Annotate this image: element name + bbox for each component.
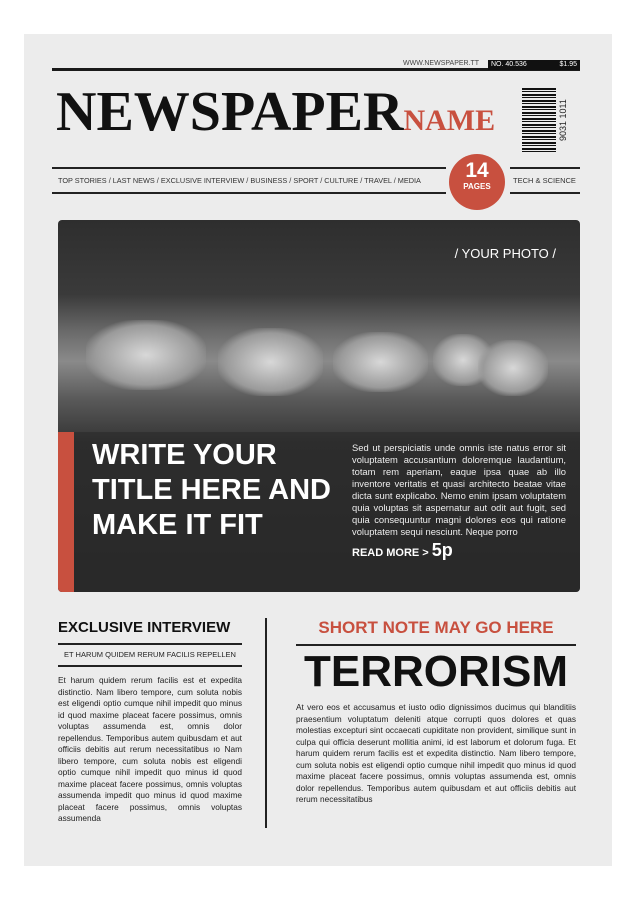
section-tech-science[interactable]: TECH & SCIENCE — [513, 176, 576, 185]
barcode-number: 9031 1011 — [558, 99, 568, 141]
divider — [52, 167, 446, 169]
column-divider — [265, 618, 267, 828]
feature-title: WRITE YOUR TITLE HERE AND MAKE IT FIT — [92, 439, 331, 541]
accent-bar — [58, 432, 74, 592]
read-more-label: READ MORE > — [352, 547, 429, 559]
pages-badge — [449, 154, 505, 210]
left-article — [58, 618, 242, 825]
price: $1.95 — [559, 61, 577, 68]
pages-count: 14 — [465, 159, 489, 182]
divider — [58, 665, 242, 667]
headline: TERRORISM — [304, 647, 568, 696]
photo-label: / YOUR PHOTO / — [454, 246, 556, 261]
barcode-icon — [522, 88, 556, 152]
feature-lede-box — [352, 442, 566, 561]
feature-photo — [58, 220, 580, 592]
left-article-heading: EXCLUSIVE INTERVIEW — [58, 619, 231, 636]
read-more-page: 5p — [431, 540, 453, 560]
masthead-main: NEWSPAPER — [56, 81, 404, 143]
divider — [52, 192, 446, 194]
feature-lede: Sed ut perspiciatis unde omnis iste natus error sit voluptatem accusantium doloremque laudantium, totam rem aperiam, eaque ipsa quae ab illo inventore veritatis et quasi architecto beatae vitae dicta sunt explicabo. Nemo enim ipsam voluptatem quia voluptas sit aspernatur aut odit aut fugit, sed quia consequuntur magni dolores eos qui ratione voluptatem sequi nesciunt. Neque porro — [352, 442, 566, 537]
left-article-body: Et harum quidem rerum facilis est et expedita distinctio. Nam libero tempore, cum soluta nobis est eligendi optio cumque nihil impedit quo minus id quod maxime placeat facere possimus, omnis voluptas assumenda est, omnis dolor repellendus. Temporibus autem quibusdam et aut officiis debitis aut rerum necessitatibus ıo Nam libero tempore, cum soluta nobis est eligendi optio cumque nihil impedit quo minus id quod maxime placeat facere possimus, omnis voluptas assumenda impedit quo minus id quod maxime placeat facere possimus, omnis voluptas assumenda — [58, 675, 242, 823]
right-article — [296, 617, 576, 806]
masthead-sub: NAME — [403, 104, 496, 137]
divider — [58, 643, 242, 645]
short-note: SHORT NOTE MAY GO HERE — [318, 618, 554, 637]
section-nav[interactable]: TOP STORIES / LAST NEWS / EXCLUSIVE INTERVIEW / BUSINESS / SPORT / CULTURE / TRAVEL / MEDIA — [58, 176, 421, 185]
issue-number: NO. 40.536 — [491, 61, 527, 68]
website-url: WWW.NEWSPAPER.TT — [403, 60, 480, 67]
divider — [510, 192, 580, 194]
masthead — [56, 81, 496, 158]
issue-box — [488, 60, 580, 70]
read-more-link[interactable] — [352, 540, 566, 561]
right-article-body: At vero eos et accusamus et iusto odio dignissimos ducimus qui blanditiis praesentium voluptatum deleniti atque corrupti quos dolores et quas molestias excepturi sint occaecati cupiditate non provident, similique sunt in culpa qui officia deserunt mollitia animi, id est laborum et dolorum fuga. Et harum quidem rerum facilis est et expedita distinctio. Nam libero tempore, cum soluta nobis est eligendi optio cumque nihil impedit quo minus id quod maxime placeat facere possimus, omnis voluptas assumenda est, omnis dolor repellendus. Temporibus autem quibusdam et aut officiis debitis aut rerum necessitatibus — [296, 702, 576, 804]
pages-label: PAGES — [463, 182, 491, 191]
divider — [510, 167, 580, 169]
left-article-subheading: ET HARUM QUIDEM RERUM FACILIS REPELLEN — [64, 650, 236, 659]
